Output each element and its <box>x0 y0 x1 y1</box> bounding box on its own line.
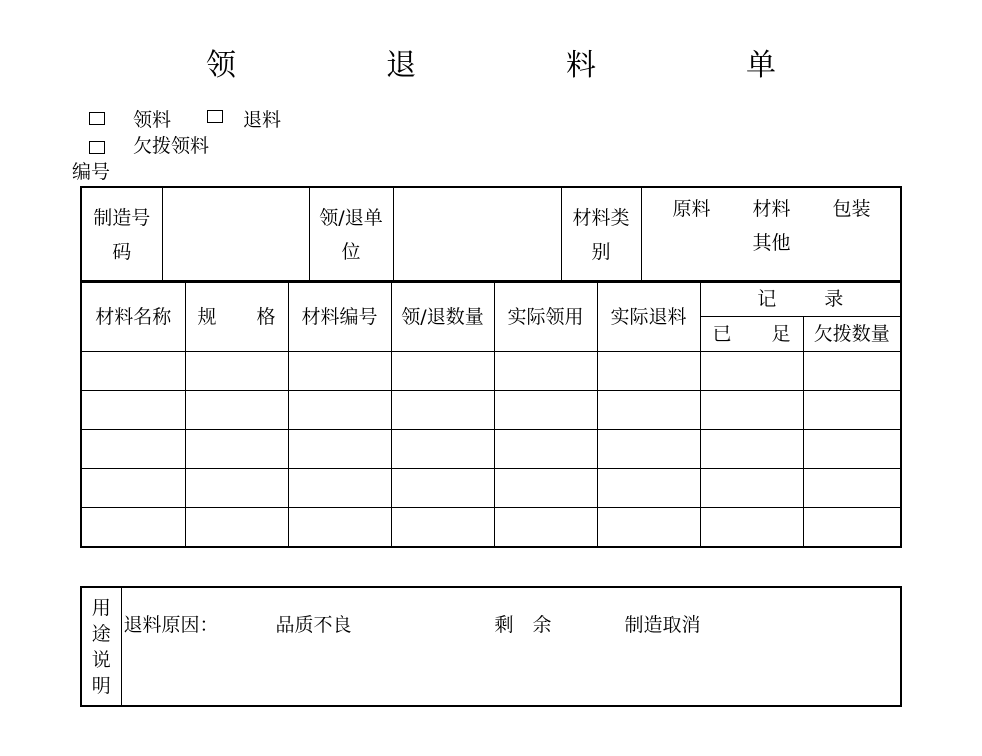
header-table <box>80 186 902 283</box>
unit-field[interactable] <box>393 187 561 282</box>
reason-surplus: 剩 余 <box>494 614 552 636</box>
short-issue-checkbox[interactable] <box>89 141 105 154</box>
col-material-code: 材料编号 <box>288 281 391 352</box>
form-title: 领 退 料 单 <box>206 48 836 83</box>
issue-label: 领料 <box>133 109 172 131</box>
return-label: 退料 <box>243 109 282 131</box>
table-row <box>81 469 901 508</box>
table-row <box>81 352 901 391</box>
purpose-table <box>80 586 902 707</box>
return-checkbox[interactable] <box>207 110 223 123</box>
col-short-quantity: 欠拨数量 <box>803 317 901 352</box>
return-reason-label: 退料原因： <box>123 614 219 636</box>
reason-quality: 品质不良 <box>275 614 352 636</box>
purpose-content[interactable] <box>121 587 901 706</box>
unit-label: 领/退单 位 <box>309 187 393 282</box>
materials-table <box>80 280 902 548</box>
purpose-side-label: 用 途 说 明 <box>81 587 121 706</box>
table-row <box>81 430 901 469</box>
table-row <box>81 508 901 547</box>
table-row <box>81 391 901 430</box>
short-issue-label: 欠拨领料 <box>133 135 210 157</box>
reason-cancelled: 制造取消 <box>624 614 701 636</box>
col-actual-return: 实际退料 <box>597 281 700 352</box>
col-record: 记 录 <box>700 281 901 317</box>
col-quantity: 领/退数量 <box>391 281 494 352</box>
category-label: 材料类 别 <box>561 187 641 282</box>
col-material-name: 材料名称 <box>81 281 185 352</box>
mfg-no-label: 制造号 码 <box>81 187 162 282</box>
category-material: 材料 <box>752 198 791 220</box>
category-field[interactable] <box>641 187 901 282</box>
col-spec: 规 格 <box>185 281 288 352</box>
category-raw: 原料 <box>672 198 711 220</box>
col-fulfilled: 已 足 <box>700 317 803 352</box>
number-label: 编号 <box>72 161 111 183</box>
category-packaging: 包装 <box>832 198 871 220</box>
issue-checkbox[interactable] <box>89 112 105 125</box>
mfg-no-field[interactable] <box>162 187 309 282</box>
category-other: 其他 <box>752 232 791 254</box>
col-actual-issue: 实际领用 <box>494 281 597 352</box>
